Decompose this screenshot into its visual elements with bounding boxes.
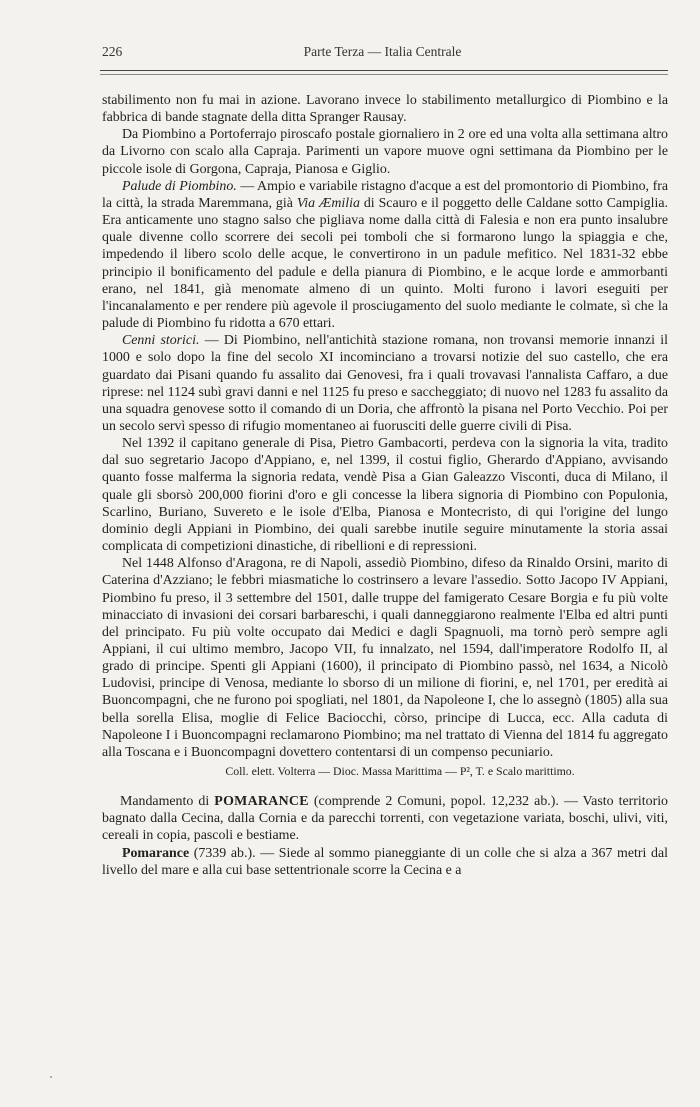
mandamento-name: POMARANCE: [214, 794, 309, 810]
paragraph-piroscafo: Da Piombino a Portoferrajo piroscafo postale giornaliero in 2 ore ed una volta alla settimana altro da Livorno con scalo alla Capraja. Parimenti un vapore muove ogni settimana da Piombino per le piccole isole di Gorgona, Capraja, Pianosa e Giglio.: [102, 127, 668, 177]
paragraph-mandamento: [102, 793, 668, 844]
paragraph-stabilimento: stabilimento non fu mai in azione. Lavorano invece lo stabilimento metallurgico di Piombino e la fabbrica di bande stagnate della ditta Spranger Rausay.: [102, 93, 668, 126]
paragraph-cenni-storici: [102, 332, 668, 435]
page-speck: [50, 1076, 52, 1078]
palude-text-b: di Scauro e il poggetto delle Caldane sotto Campiglia. Era anticamente uno stagno salso che pigliava nome dalla città di Falesia e non era punto insalubre quale divenne collo scorrere dei secoli pei tomboli che si formarono lungo la spiaggia e che, impedendo il libero scolo delle acque, le convertirono in un padule mefitico. Nel 1831-32 ebbe principio il bonificamento del padule e della pianura di Piombino, e le acque lorde e ammorbanti erano, nel 1841, già menomate almeno di un quinto. Molti furono i lavori eseguiti per l'incanalamento e per rendere più agevole il prosciugamento del suolo mediante le colmate, sì che la palude di Piombino fu ridotta a 670 ettari.: [102, 195, 668, 332]
page-body: [102, 92, 668, 879]
mandamento-prefix: Mandamento di: [120, 794, 215, 810]
pomarance-name: Pomarance: [122, 845, 190, 861]
paragraph-pomarance: [102, 845, 668, 879]
pomarance-text: (7339 ab.). — Siede al sommo pianeggiante di un colle che si alza a 367 metri dal livello del mare e alla cui base settentrionale scorre la Cecina e a: [102, 845, 668, 878]
cenni-text: — Di Piombino, nell'antichità stazione romana, non trovansi memorie innanzi il 1000 e solo dopo la fine del secolo XI incominciano a trovarsi notizie del suo castello, che era guardato dai Pisani quando fu assalito dai Genovesi, fra i quali trovavasi l'annalista Caffaro, a due riprese: nel 1124 subì gravi danni e nel 1125 fu preso e saccheggiato; di nuovo nel 1283 fu assalito da una squadra genovese sotto il comando di un Doria, che affrontò la pisana nel Porto Vecchio. Poi per un secolo servì spesso di rifugio momentaneo ai fuorusciti delle guerre civili di Pisa.: [102, 333, 668, 434]
palude-text-a: — Ampio e variabile ristagno d'acque a est del promontorio di Piombino, fra la città, la strada Maremmana, già: [102, 178, 668, 211]
page-number: 226: [102, 44, 123, 59]
paragraph-palude: [102, 178, 668, 332]
mandamento-text: (comprende 2 Comuni, popol. 12,232 ab.). — Vasto territorio bagnato dalla Cecina, dalla Cornia e da parecchi torrenti, con vegetazione variata, boschi, ulivi, viti, cereali in copia, pascoli e bestiame.: [102, 794, 669, 844]
header-rule: [100, 70, 668, 71]
paragraph-1448: Nel 1448 Alfonso d'Aragona, re di Napoli, assediò Piombino, difeso da Rinaldo Orsini, marito di Caterina d'Azziano; le febbri miasmatiche lo costrinsero a levare l'assedio. Sotto Jacopo IV Appiani, Piombino fu preso, il 3 settembre del 1501, dalle truppe del famigerato Cesare Borgia e fu più volte minacciato di invasioni dei corsari barbareschi, i quali danneggiarono realmente l'Elba ed altri punti del principato. Fu più volte occupato dai Medici e dagli Spagnuoli, ma tornò però sempre agli Appiani, il cui ultimo membro, Jacopo VII, fu innalzato, nel 1594, dall'imperatore Rodolfo II, al grado di principe. Spenti gli Appiani (1600), il principato di Piombino passò, nel 1634, a Nicolò Ludovisi, principe di Venosa, mediante lo sborso di un milione di fiorini, e, nel 1701, per eredità ai Buoncompagni, che ne furono poi spogliati, nel 1801, da Napoleone I, che lo assegnò (1805) alla sua bella sorella Elisa, moglie di Felice Baciocchi, còrso, principe di Lucca, ecc. Alla caduta di Napoleone I i Buoncompagni reclamarono Piombino; ma nel trattato di Vienna del 1814 fu aggregato alla Toscana e i Buoncompagni dovettero contentarsi di un compenso pecuniario.: [102, 556, 668, 760]
header-rule-thin: [100, 74, 668, 75]
running-title: Parte Terza — Italia Centrale: [303, 44, 462, 59]
via-aemilia: Via Æmilia: [296, 195, 360, 211]
paragraph-1392: Nel 1392 il capitano generale di Pisa, Pietro Gambacorti, perdeva con la signoria la vita, tradito dal suo segretario Jacopo d'Appiano, e, nel 1399, il costui figlio, Gherardo d'Appiano, avvisando quanto fosse malferma la signoria redata, vendè Pisa a Gian Galeazzo Visconti, duca di Milano, il quale gli sborsò 200,000 fiorini d'oro e gli concesse la libera signoria di Piombino con Populonia, Scarlino, Buriano, Suvereto e le isole d'Elba, Pianosa e Montecristo, di qui l'origine del lungo dominio degli Appiani in Piombino, dei quali sarebbe inutile seguire minutamente la storia assai complicata di competizioni dinastiche, di ribellioni e di repressioni.: [102, 436, 668, 555]
section-title-palude: Palude di Piombino.: [122, 178, 237, 194]
reference-line: Coll. elett. Volterra — Dioc. Massa Marittima — P², T. e Scalo marittimo.: [225, 764, 575, 779]
section-title-cenni: Cenni storici.: [122, 333, 200, 349]
page-header: [100, 44, 665, 66]
